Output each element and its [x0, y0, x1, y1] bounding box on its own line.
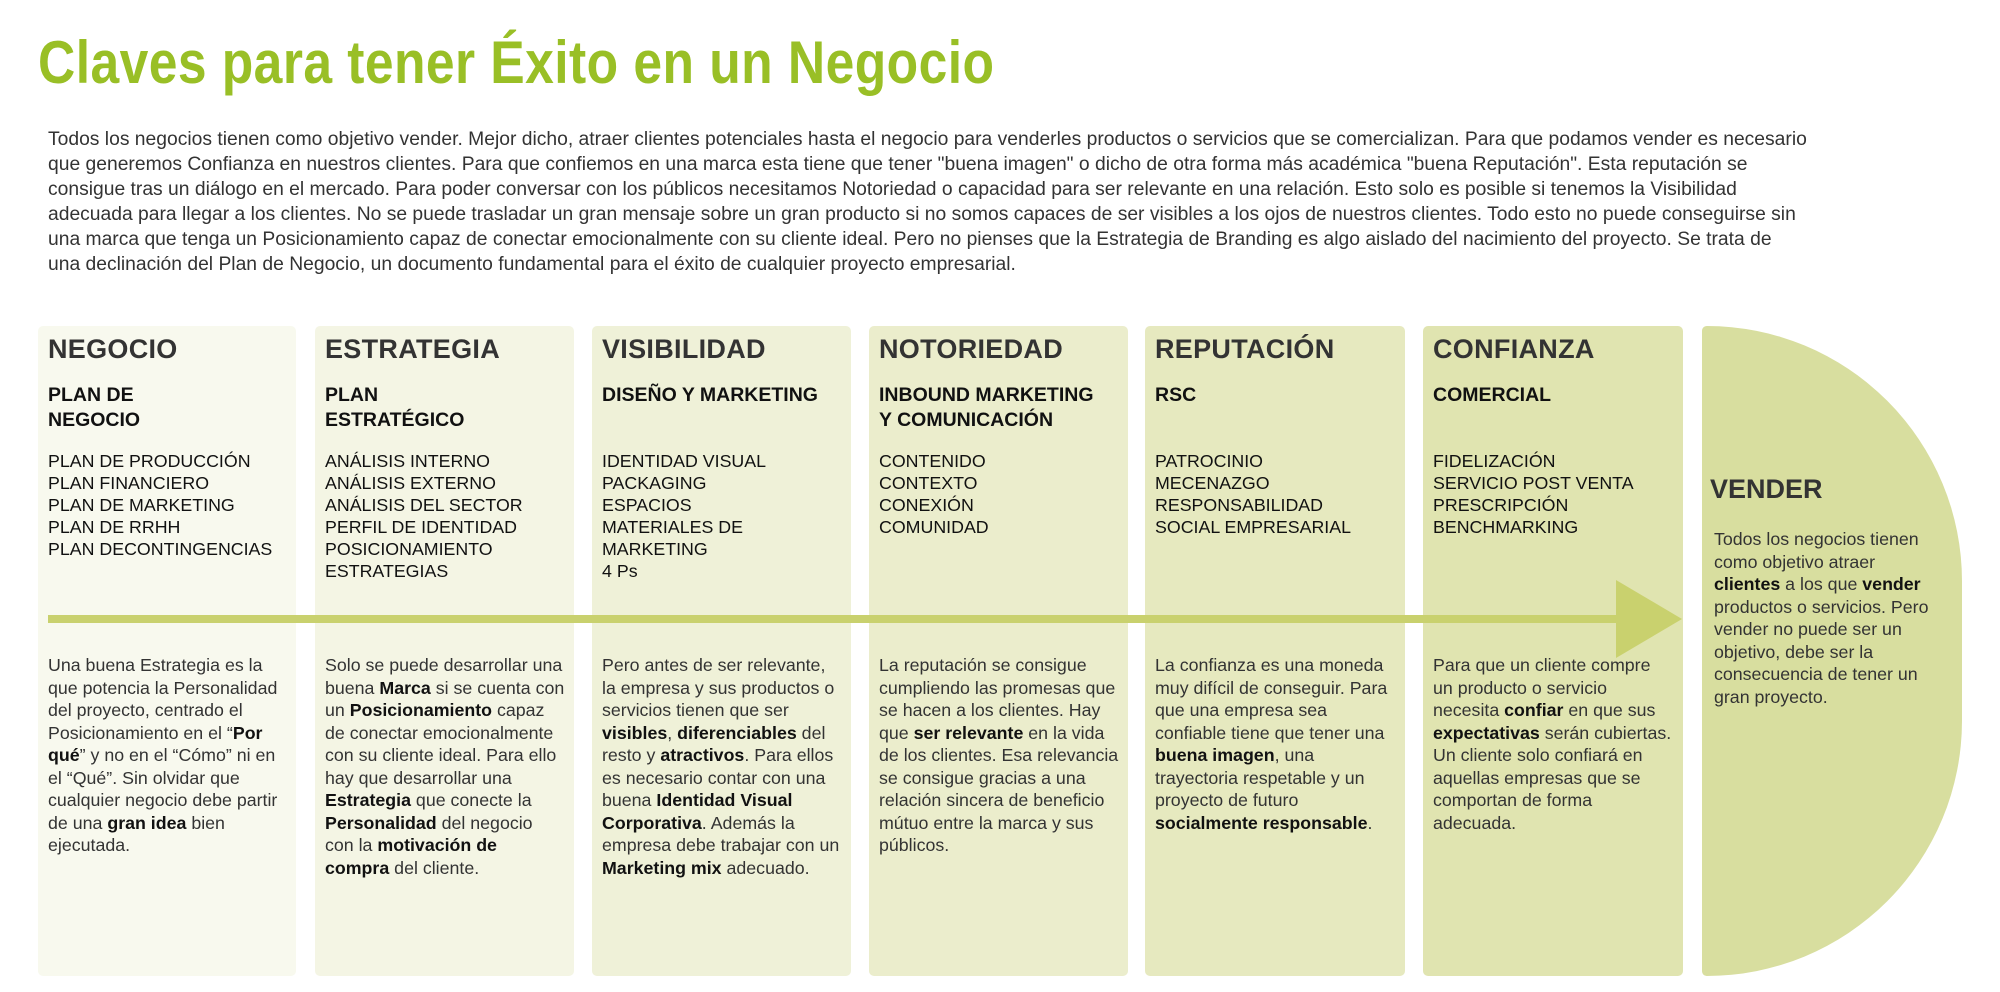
list-item: BENCHMARKING: [1433, 517, 1579, 537]
list-item: MATERIALES DE: [602, 517, 743, 537]
column-heading: CONFIANZA: [1433, 334, 1595, 364]
list-item: CONTENIDO: [879, 451, 986, 471]
column-heading: NEGOCIO: [48, 334, 178, 364]
list-item: ESTRATEGIAS: [325, 561, 449, 581]
list-item: ESPACIOS: [602, 495, 692, 515]
list-item: PLAN DECONTINGENCIAS: [48, 539, 273, 559]
list-item: COMUNIDAD: [879, 517, 989, 537]
list-item: ANÁLISIS EXTERNO: [325, 473, 496, 493]
intro-paragraph: Todos los negocios tienen como objetivo vender. Mejor dicho, atraer clientes potenciales hasta el negocio para venderles productos o servicios que se comercializan. Para que podamos vender es necesario que generemos Confianza en nuestros clientes. Para que confiemos en una marca esta tiene que tener "buena imagen" o dicho de otra forma más académica "buena Reputación". Esta reputación se consigue tras un diálogo en el mercado. Para poder conversar con los públicos necesitamos Notoriedad o capacidad para ser relevante en una relación. Esto solo es posible si tenemos la Visibilidad adecuada para llegar a los clientes. No se puede trasladar un gran mensaje sobre un gran producto si no somos capaces de ser visibles a los ojos de nuestros clientes. Todo esto no puede conseguirse sin una marca que tenga un Posicionamiento capaz de conectar emocionalmente con su cliente ideal. Pero no pienses que la Estrategia de Branding es algo aislado del nacimiento del proyecto. Se trata de una declinación del Plan de Negocio, un documento fundamental para el éxito de cualquier proyecto empresarial.: [48, 129, 1807, 275]
list-item: PATROCINIO: [1155, 451, 1264, 471]
column-heading: NOTORIEDAD: [879, 334, 1064, 364]
list-item: PERFIL DE IDENTIDAD: [325, 517, 517, 537]
list-item: MARKETING: [602, 539, 708, 559]
list-item: 4 Ps: [602, 561, 638, 581]
list-item: PLAN DE RRHH: [48, 517, 181, 537]
column-subheading: RSC: [1155, 384, 1197, 406]
column-heading: REPUTACIÓN: [1155, 334, 1335, 364]
column-description: Solo se puede desarrollar una buena Marca si se cuenta con un Posicionamiento capaz de conectar emocionalmente con su cliente ideal. Para ello hay que desarrollar una Estrategia que conecte la Personalidad del negocio con la motivación de compra del cliente.: [325, 655, 565, 878]
column-description: La confianza es una moneda muy difícil de conseguir. Para que una empresa sea confiable tiene que tener una buena imagen, una trayectoria respetable y un proyecto de futuro socialmente responsable.: [1155, 655, 1388, 833]
list-item: PACKAGING: [602, 473, 707, 493]
vender-description: Todos los negocios tienen como objetivo atraer clientes a los que vender productos o servicios. Pero vender no puede ser un objetivo, debe ser la consecuencia de tener un gran proyecto.: [1714, 529, 1929, 707]
column-description: Para que un cliente compre un producto o servicio necesita confiar en que sus expectativas serán cubiertas. Un cliente solo confiará en aquellas empresas que se comportan de forma adecuada.: [1433, 655, 1672, 833]
column-description: Una buena Estrategia es la que potencia la Personalidad del proyecto, centrado el Posicionamiento en el “Por qué” y no en el “Cómo” ni en el “Qué”. Sin olvidar que cualquier negocio debe partir de una gran idea bien ejecutada.: [48, 655, 278, 855]
arrow-shaft: [48, 615, 1618, 623]
column-heading: VISIBILIDAD: [602, 334, 766, 364]
list-item: PLAN FINANCIERO: [48, 473, 210, 493]
list-item: MECENAZGO: [1155, 473, 1270, 493]
vender-heading: VENDER: [1710, 474, 1823, 504]
column-heading: ESTRATEGIA: [325, 334, 501, 364]
list-item: PLAN DE MARKETING: [48, 495, 235, 515]
column-subheading: COMERCIAL: [1433, 384, 1552, 406]
list-item: IDENTIDAD VISUAL: [602, 451, 767, 471]
list-item: PLAN DE PRODUCCIÓN: [48, 451, 251, 471]
column-description: La reputación se consigue cumpliendo las promesas que se hacen a los clientes. Hay que ser relevante en la vida de los clientes. Esa relevancia se consigue gracias a una relación sincera de beneficio mútuo entre la marca y sus públicos.: [879, 655, 1119, 855]
list-item: RESPONSABILIDAD: [1155, 495, 1323, 515]
list-item: FIDELIZACIÓN: [1433, 451, 1556, 471]
column-subheading: PLAN DE NEGOCIO: [48, 384, 141, 431]
arrow-head: [1616, 580, 1682, 658]
list-item: PRESCRIPCIÓN: [1433, 495, 1569, 515]
column-subheading: DISEÑO Y MARKETING: [602, 384, 818, 406]
list-item: CONTEXTO: [879, 473, 978, 493]
column-subheading: PLAN ESTRATÉGICO: [325, 384, 465, 431]
list-item: ANÁLISIS INTERNO: [325, 451, 491, 471]
column-description: Pero antes de ser relevante, la empresa y sus productos o servicios tienen que ser visibles, diferenciables del resto y atractivos. Para ellos es necesario contar con una buena Identidad Visual Corporativa. Además la empresa debe trabajar con un Marketing mix adecuado.: [602, 655, 840, 878]
list-item: POSICIONAMIENTO: [325, 539, 493, 559]
column-subheading: INBOUND MARKETING Y COMUNICACIÓN: [879, 384, 1094, 431]
list-item: ANÁLISIS DEL SECTOR: [325, 495, 523, 515]
page-title: Claves para tener Éxito en un Negocio: [38, 29, 995, 96]
list-item: CONEXIÓN: [879, 495, 974, 515]
list-item: SOCIAL EMPRESARIAL: [1155, 517, 1351, 537]
list-item: SERVICIO POST VENTA: [1433, 473, 1634, 493]
